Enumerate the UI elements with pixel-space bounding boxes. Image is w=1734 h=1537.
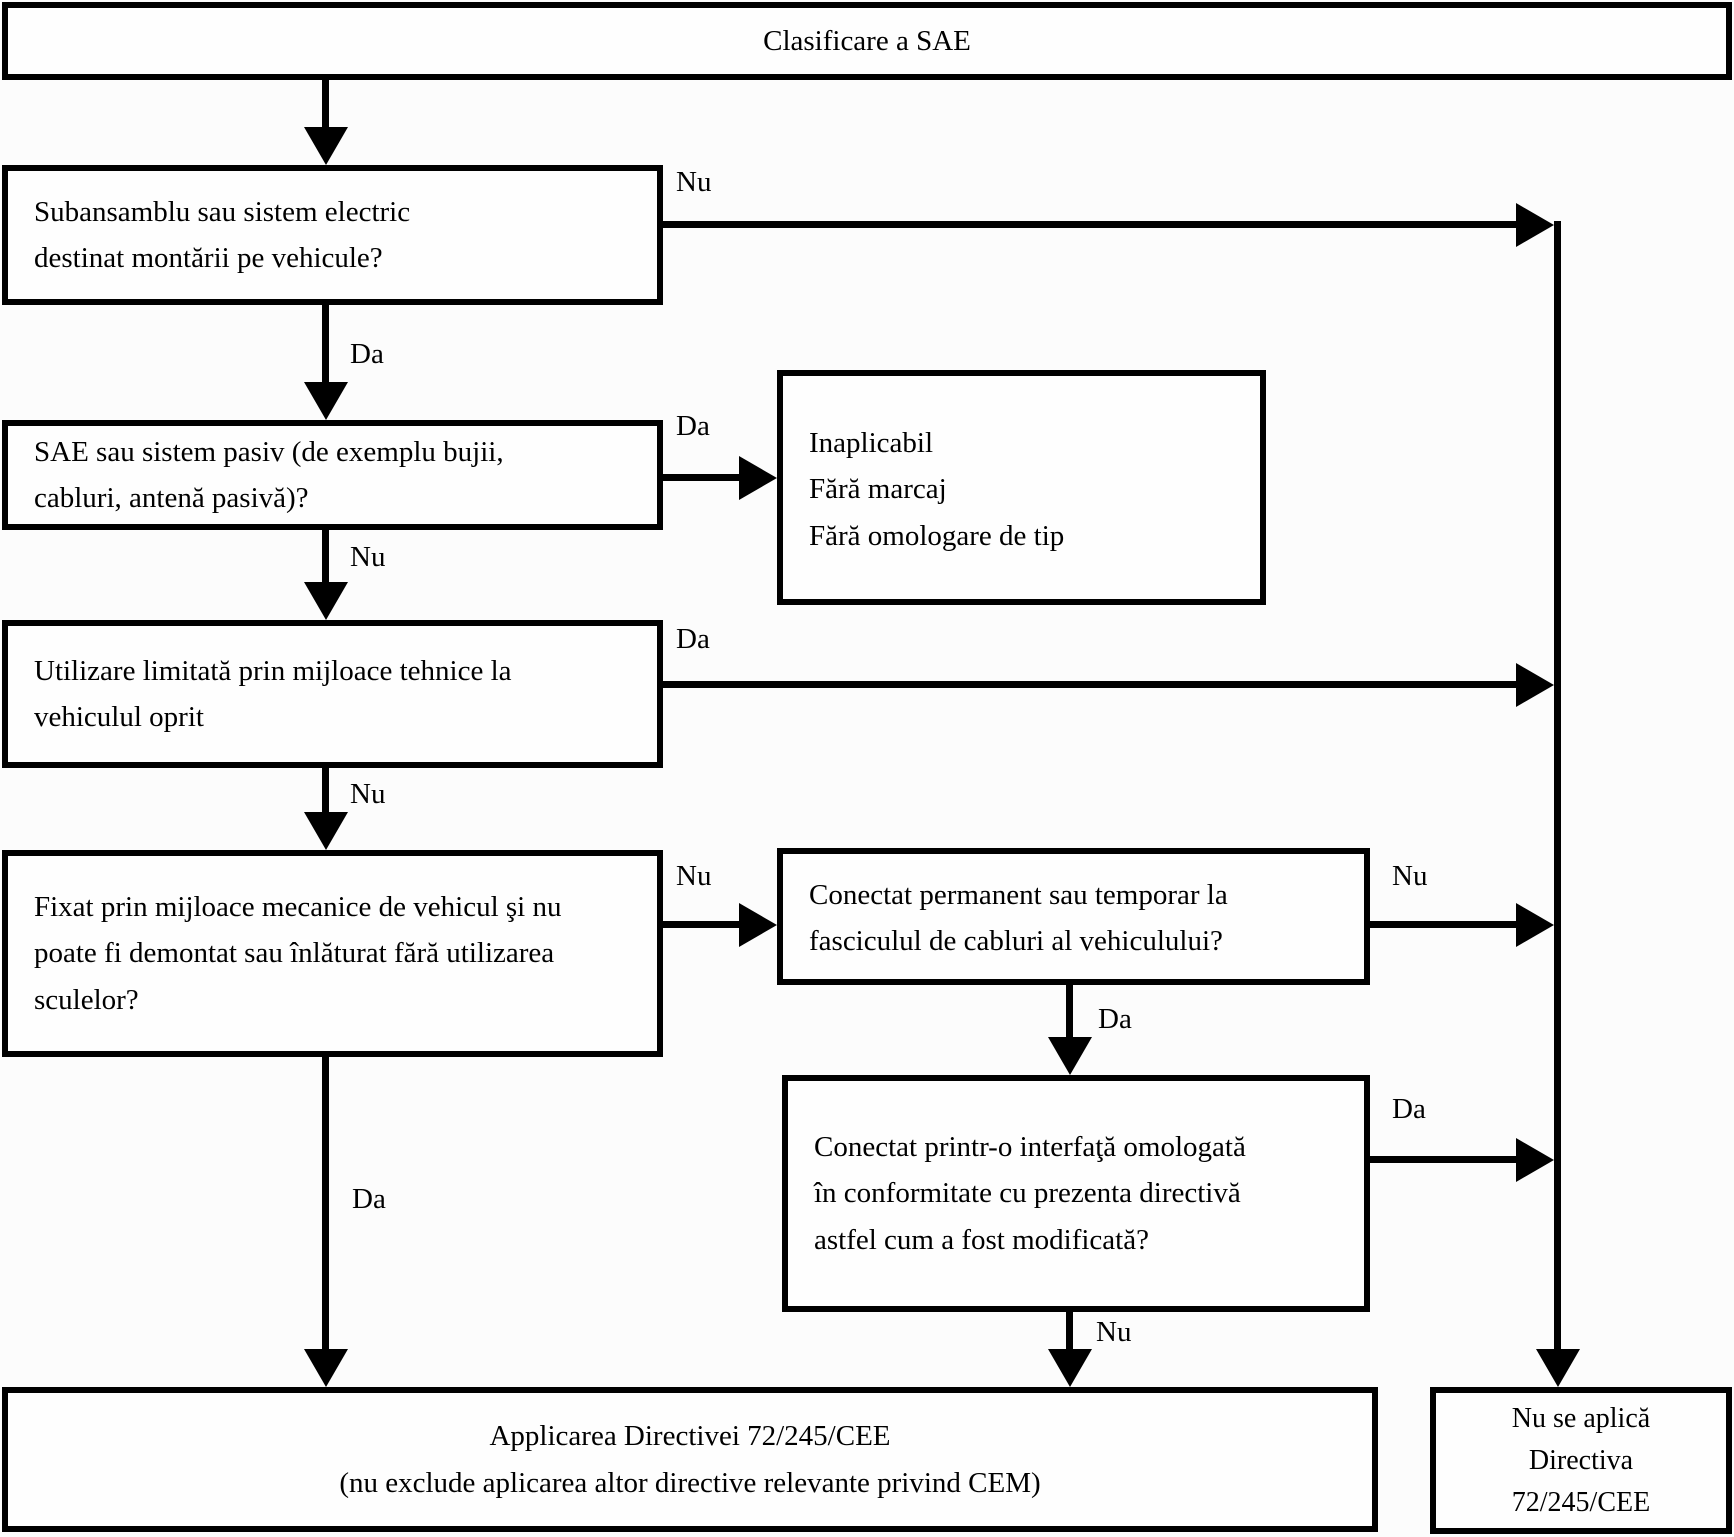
arrow-q5-no-line	[1370, 921, 1516, 928]
decision-text: poate fi demontat sau înlăturat fără utilizarea	[34, 937, 555, 970]
decision-box-mechanically-fixed	[2, 850, 663, 1057]
decision-box-limited-use	[2, 620, 663, 768]
arrow-q5-yes-head-icon	[1048, 1037, 1092, 1075]
result-text: Nu se aplică	[1511, 1402, 1651, 1434]
decision-text: Fixat prin mijloace mecanice de vehicul şi nu	[34, 890, 562, 923]
arrow-q3-no-head-icon	[304, 812, 348, 850]
decision-text: Subansamblu sau sistem electric	[34, 195, 411, 228]
page-title: Clasificare a SAE	[763, 24, 971, 57]
decision-text: astfel cum a fost modificată?	[814, 1223, 1149, 1256]
result-text: Inaplicabil	[809, 427, 934, 459]
arrow-q6-yes-line	[1370, 1156, 1516, 1163]
collector-line-right-head-icon	[1536, 1349, 1580, 1387]
arrow-q3-no-line	[322, 768, 329, 812]
edge-label-q6-no: Nu	[1096, 1316, 1132, 1348]
result-text: 72/245/CEE	[1511, 1486, 1651, 1518]
decision-text: Conectat printr-o interfaţă omologată	[814, 1130, 1246, 1163]
decision-text: în conformitate cu prezenta directivă	[814, 1177, 1241, 1210]
edge-label-q4-yes: Da	[352, 1183, 386, 1215]
decision-text: cabluri, antenă pasivă)?	[34, 482, 309, 514]
arrow-title-to-q1-head-icon	[304, 127, 348, 165]
arrow-q1-no-line	[663, 221, 1516, 228]
edge-label-q2-yes: Da	[676, 410, 710, 442]
decision-text: Utilizare limitată prin mijloace tehnice la	[34, 654, 512, 687]
arrow-q3-yes-line	[663, 681, 1516, 688]
arrow-q1-yes-line	[322, 305, 329, 382]
decision-box-passive-system	[2, 420, 663, 530]
edge-label-q1-no: Nu	[676, 166, 712, 198]
arrow-q1-yes-head-icon	[304, 382, 348, 420]
result-box-directive-not-applicable	[1430, 1387, 1732, 1534]
edge-label-q3-yes: Da	[676, 623, 710, 655]
result-text: (nu exclude aplicarea altor directive relevante privind CEM)	[339, 1466, 1041, 1499]
edge-label-q3-no: Nu	[350, 778, 386, 810]
arrow-q6-yes-head-icon	[1516, 1138, 1554, 1182]
edge-label-q6-yes: Da	[1392, 1093, 1426, 1125]
result-box-directive-applies	[2, 1387, 1378, 1532]
arrow-q4-no-head-icon	[739, 903, 777, 947]
collector-line-right	[1554, 221, 1561, 1349]
arrow-q2-yes-head-icon	[739, 456, 777, 500]
arrow-q5-no-head-icon	[1516, 903, 1554, 947]
result-text: Applicarea Directivei 72/245/CEE	[489, 1420, 891, 1453]
edge-label-q4-no: Nu	[676, 860, 712, 892]
decision-text: fasciculul de cabluri al vehiculului?	[809, 925, 1223, 958]
decision-text: Conectat permanent sau temporar la	[809, 879, 1228, 911]
arrow-q6-no-head-icon	[1048, 1349, 1092, 1387]
arrow-q1-no-head-icon	[1516, 203, 1554, 247]
decision-text: SAE sau sistem pasiv (de exemplu bujii,	[34, 435, 504, 468]
arrow-q4-no-line	[663, 921, 739, 928]
result-box-inapplicable	[777, 370, 1266, 605]
arrow-q6-no-line	[1066, 1312, 1073, 1349]
result-text: Fără marcaj	[809, 473, 947, 506]
edge-label-q2-no: Nu	[350, 541, 386, 573]
title-box	[2, 2, 1732, 80]
arrow-title-to-q1-line	[322, 80, 329, 129]
arrow-q2-yes-line	[663, 474, 739, 481]
decision-box-approved-interface	[782, 1075, 1370, 1312]
decision-text: destinat montării pe vehicule?	[34, 242, 383, 274]
edge-label-q1-yes: Da	[350, 338, 384, 370]
edge-label-q5-yes: Da	[1098, 1003, 1132, 1035]
result-text: Directiva	[1528, 1444, 1634, 1476]
arrow-q4-yes-head-icon	[304, 1349, 348, 1387]
decision-text: vehiculul oprit	[34, 701, 204, 733]
result-text: Fără omologare de tip	[809, 519, 1065, 552]
edge-label-q5-no: Nu	[1392, 860, 1428, 892]
arrow-q5-yes-line	[1066, 985, 1073, 1037]
arrow-q2-no-head-icon	[304, 582, 348, 620]
arrow-q3-yes-head-icon	[1516, 663, 1554, 707]
arrow-q2-no-line	[322, 530, 329, 582]
decision-box-harness-connection	[777, 848, 1370, 985]
decision-text: sculelor?	[34, 983, 139, 1016]
decision-box-electrical-subassembly	[2, 165, 663, 305]
arrow-q4-yes-line	[322, 1057, 329, 1349]
